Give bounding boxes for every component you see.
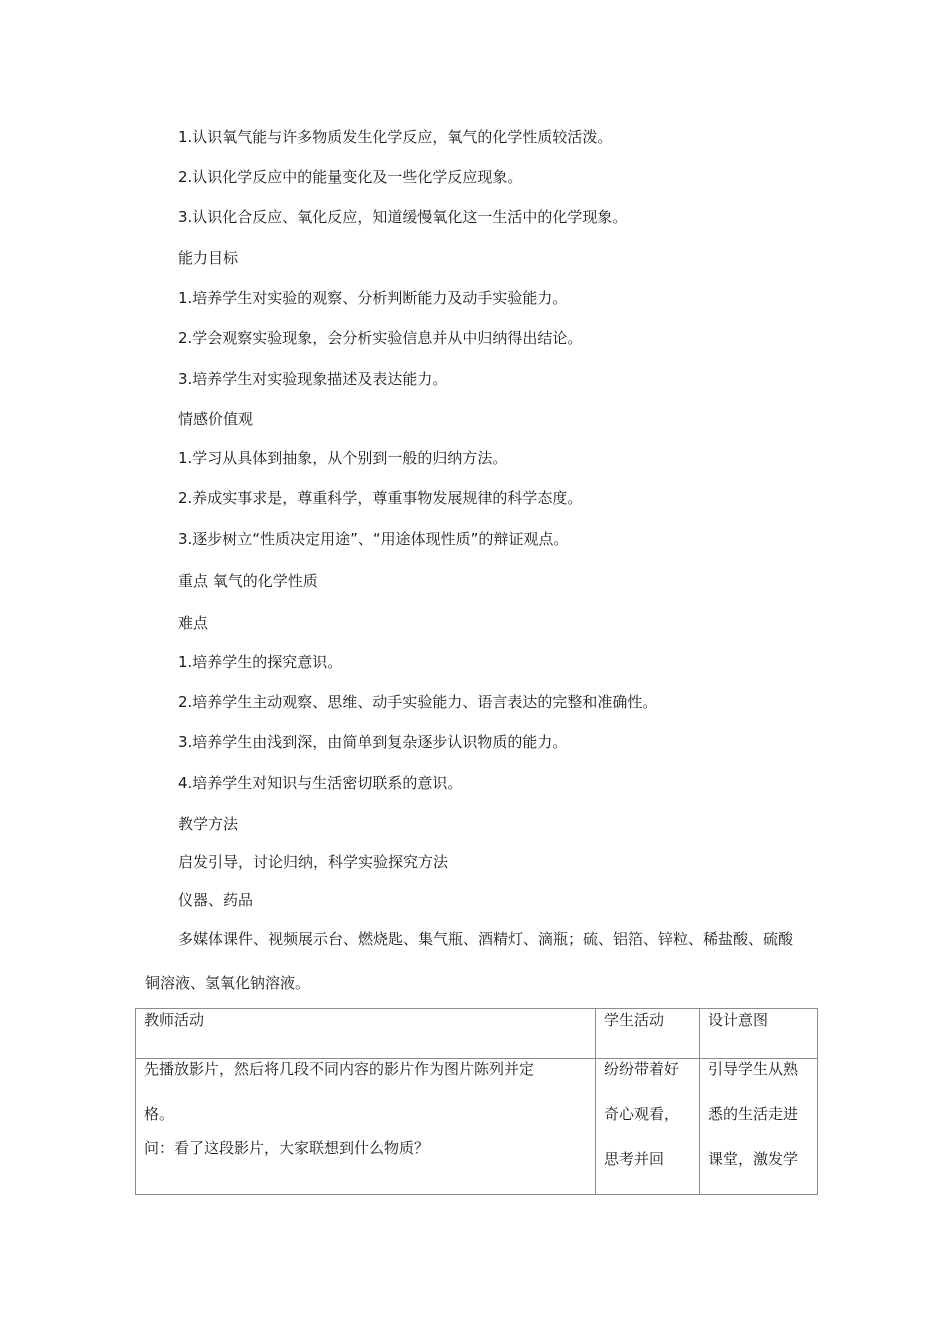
- student-line-3: 思考并回: [604, 1150, 665, 1168]
- equipment-text-line-2: 铜溶液、氢氧化钠溶液。: [145, 974, 311, 992]
- difficulty-item-2: 2.培养学生主动观察、思维、动手实验能力、语言表达的完整和准确性。: [178, 693, 658, 711]
- teacher-line-3: 问：看了这段影片，大家联想到什么物质？: [144, 1139, 430, 1157]
- key-point: 重点 氧气的化学性质: [178, 572, 318, 590]
- table-header-row: [136, 1009, 818, 1059]
- header-design-intent: 设计意图: [700, 1009, 818, 1059]
- emotion-heading: 情感价值观: [178, 410, 254, 428]
- equipment-text-line-1: 多媒体课件、视频展示台、燃烧匙、集气瓶、酒精灯、滴瓶；硫、铝箔、锌粒、稀盐酸、硫酸: [178, 930, 794, 948]
- ability-heading: 能力目标: [178, 249, 239, 267]
- student-line-2: 奇心观看，: [604, 1105, 680, 1123]
- knowledge-goal-1: 1.认识氧气能与许多物质发生化学反应，氧气的化学性质较活泼。: [178, 128, 613, 146]
- lesson-activity-table: [135, 1008, 818, 1195]
- design-line-2: 悉的生活走进: [708, 1105, 799, 1123]
- design-line-3: 课堂，激发学: [708, 1150, 799, 1168]
- difficulty-item-3: 3.培养学生由浅到深，由简单到复杂逐步认识物质的能力。: [178, 733, 568, 751]
- ability-item-1: 1.培养学生对实验的观察、分析判断能力及动手实验能力。: [178, 289, 568, 307]
- method-heading: 教学方法: [178, 815, 239, 833]
- design-intent-cell: [700, 1059, 818, 1195]
- table-row: [136, 1059, 818, 1195]
- difficulty-item-1: 1.培养学生的探究意识。: [178, 653, 343, 671]
- teacher-line-1: 先播放影片，然后将几段不同内容的影片作为图片陈列并定: [144, 1060, 535, 1078]
- emotion-item-3: 3.逐步树立“性质决定用途”、“用途体现性质”的辩证观点。: [178, 530, 569, 548]
- knowledge-goal-2: 2.认识化学反应中的能量变化及一些化学反应现象。: [178, 168, 523, 186]
- teacher-activity-cell: [136, 1059, 596, 1195]
- student-line-1: 纷纷带着好: [604, 1060, 680, 1078]
- header-teacher-activity: 教师活动: [136, 1009, 596, 1059]
- difficulty-item-4: 4.培养学生对知识与生活密切联系的意识。: [178, 774, 463, 792]
- method-text: 启发引导，讨论归纳，科学实验探究方法: [178, 853, 449, 871]
- design-line-1: 引导学生从熟: [708, 1060, 799, 1078]
- emotion-item-1: 1.学习从具体到抽象，从个别到一般的归纳方法。: [178, 449, 508, 467]
- ability-item-3: 3.培养学生对实验现象描述及表达能力。: [178, 370, 448, 388]
- knowledge-goal-3: 3.认识化合反应、氧化反应，知道缓慢氧化这一生活中的化学现象。: [178, 208, 628, 226]
- emotion-item-2: 2.养成实事求是，尊重科学，尊重事物发展规律的科学态度。: [178, 489, 583, 507]
- header-student-activity: 学生活动: [596, 1009, 700, 1059]
- difficulty-heading: 难点: [178, 614, 209, 632]
- equipment-heading: 仪器、药品: [178, 891, 254, 909]
- teacher-line-2: 格。: [144, 1105, 175, 1123]
- ability-item-2: 2.学会观察实验现象，会分析实验信息并从中归纳得出结论。: [178, 329, 583, 347]
- student-activity-cell: [596, 1059, 700, 1195]
